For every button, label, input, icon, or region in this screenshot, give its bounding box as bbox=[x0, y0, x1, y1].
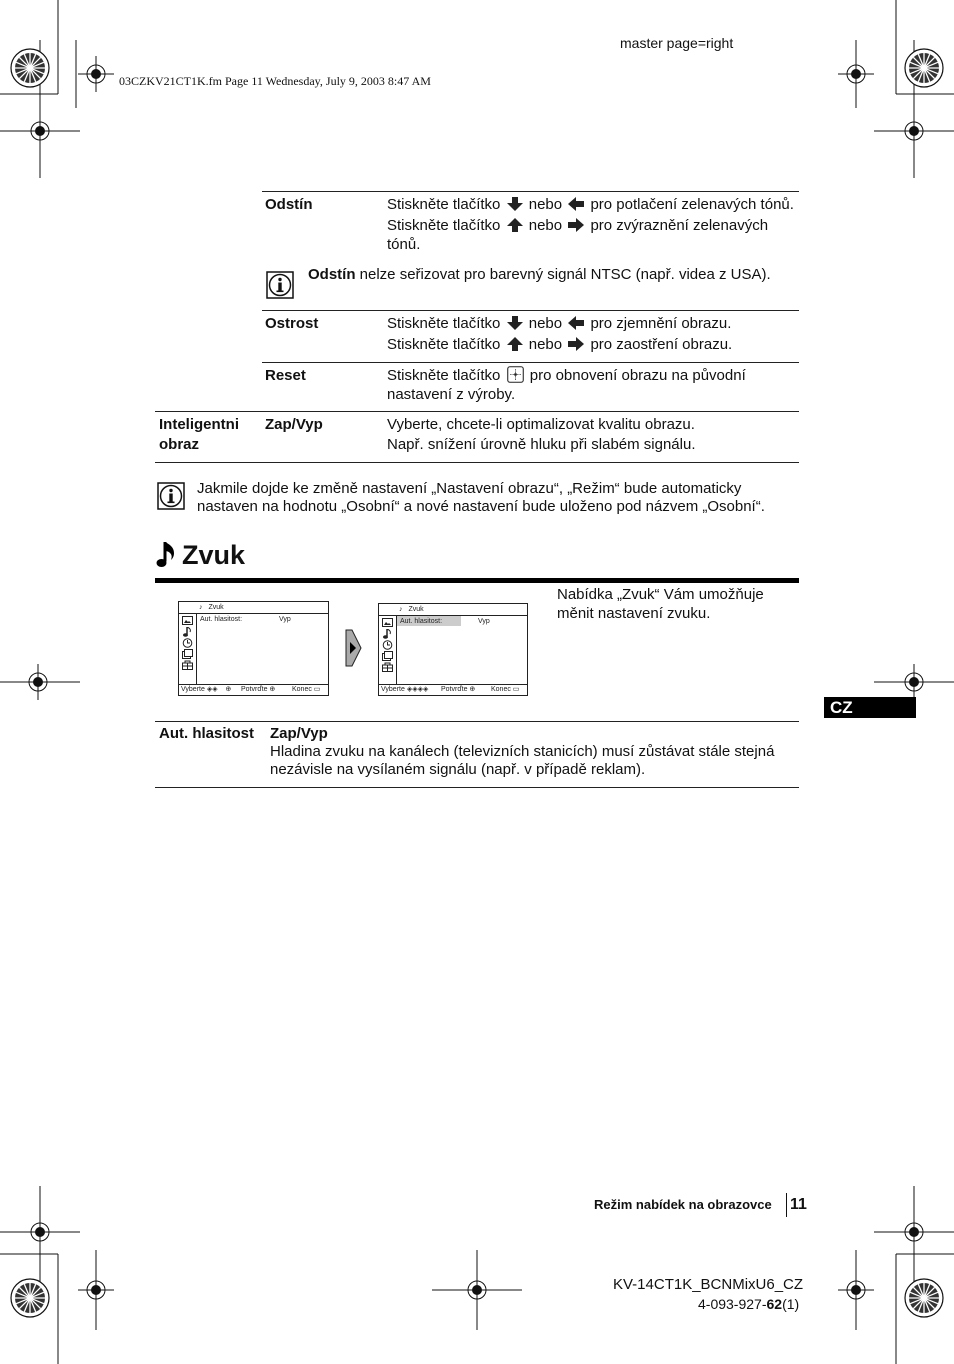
file-info: 03CZKV21CT1K.fm Page 11 Wednesday, July 9, 2003 8:47 AM bbox=[119, 74, 431, 88]
aut-hlasitost-option: Zap/Vyp bbox=[270, 725, 328, 742]
toolbox-menu-icon bbox=[182, 660, 193, 670]
menu-screen-1 bbox=[178, 601, 329, 696]
arrow-down-icon bbox=[507, 197, 523, 211]
row-label-ostrost: Ostrost bbox=[265, 315, 319, 332]
arrow-right-icon bbox=[568, 218, 584, 232]
odstin-line2: Stiskněte tlačítko nebo pro zvýraznění zelenavých bbox=[387, 217, 769, 234]
menu-foot-confirm: Potvrďte ⊕ bbox=[241, 686, 276, 693]
aut-hlasitost-line2: nezávisle na vysílaném signálu (např. v případě reklam). bbox=[270, 761, 646, 778]
sound-menu-icon bbox=[182, 627, 193, 637]
picture-menu-icon bbox=[382, 618, 393, 628]
menu-foot-exit: Konec ▭ bbox=[491, 686, 520, 693]
table-rule bbox=[262, 310, 799, 311]
music-note-icon bbox=[156, 540, 180, 570]
section-title: Zvuk bbox=[182, 540, 246, 570]
page-number: 11 bbox=[790, 1196, 807, 1213]
language-tab: CZ bbox=[824, 697, 916, 718]
intelligent-line1: Vyberte, chcete-li optimalizovat kvalitu obrazu. bbox=[387, 416, 695, 433]
next-step-arrow-icon bbox=[344, 629, 362, 667]
timer-menu-icon bbox=[382, 640, 393, 650]
table-rule bbox=[155, 462, 799, 463]
timer-menu-icon bbox=[182, 638, 193, 648]
ok-button-icon bbox=[507, 366, 524, 383]
table-rule bbox=[155, 787, 799, 788]
arrow-right-icon bbox=[568, 337, 584, 351]
row-label-reset: Reset bbox=[265, 367, 306, 384]
table-rule bbox=[262, 362, 799, 363]
row-label-odstin: Odstín bbox=[265, 196, 313, 213]
odstin-line1: Stiskněte tlačítko nebo pro potlačení zelenavých tónů. bbox=[387, 196, 794, 213]
menu-item-value: Vyp bbox=[478, 618, 490, 625]
odstin-line3: tónů. bbox=[387, 236, 421, 253]
menu-screen-2 bbox=[378, 603, 528, 696]
sound-menu-icon bbox=[382, 629, 393, 639]
note-line1: Jakmile dojde ke změně nastavení „Nastavení obrazu“, „Režim“ bude automaticky bbox=[197, 480, 742, 497]
intelligent-option: Zap/Vyp bbox=[265, 416, 323, 433]
ostrost-line1: Stiskněte tlačítko nebo pro zjemnění obrazu. bbox=[387, 315, 732, 332]
odstin-note: Odstín nelze seřizovat pro barevný signál NTSC (např. videa z USA). bbox=[308, 266, 771, 283]
note-line2: nastaven na hodnotu „Osobní“ a nové nastavení bude uloženo pod názvem „Osobní“. bbox=[197, 498, 765, 515]
row-label-intelligent: Inteligentni obraz bbox=[159, 416, 239, 453]
info-icon bbox=[266, 271, 294, 299]
arrow-up-icon bbox=[507, 218, 523, 232]
footer-section: Režim nabídek na obrazovce bbox=[594, 1197, 772, 1212]
picture-menu-icon bbox=[182, 616, 193, 626]
arrow-up-icon bbox=[507, 337, 523, 351]
footer-model: KV-14CT1K_BCNMixU6_CZ bbox=[613, 1276, 804, 1293]
table-rule bbox=[155, 411, 799, 412]
section-intro-line2: měnit nastavení zvuku. bbox=[557, 605, 711, 622]
ostrost-line2: Stiskněte tlačítko nebo pro zaostření obrazu. bbox=[387, 336, 733, 353]
row-label-aut-hlasitost: Aut. hlasitost bbox=[159, 725, 255, 742]
arrow-left-icon bbox=[568, 316, 584, 330]
master-page-label: master page=right bbox=[620, 35, 734, 51]
setup-menu-icon bbox=[382, 651, 393, 661]
menu-foot-select: Vyberte ◈◈ ⊕ bbox=[181, 686, 232, 693]
reset-line2: nastavení z výroby. bbox=[387, 386, 516, 403]
section-intro-line1: Nabídka „Zvuk“ Vám umožňuje bbox=[557, 586, 764, 603]
menu-title: ♪ Zvuk bbox=[399, 606, 424, 613]
section-rule bbox=[155, 578, 799, 583]
arrow-down-icon bbox=[507, 316, 523, 330]
reset-line1: Stiskněte tlačítko pro obnovení obrazu na původní bbox=[387, 367, 746, 384]
aut-hlasitost-line1: Hladina zvuku na kanálech (televizních stanicích) musí zůstávat stále stejná bbox=[270, 743, 775, 760]
menu-item-aut-hlasitost: Aut. hlasitost: bbox=[400, 618, 443, 625]
arrow-left-icon bbox=[568, 197, 584, 211]
footer-code: 4-093-927-62(1) bbox=[698, 1296, 800, 1312]
table-rule bbox=[262, 191, 799, 192]
menu-foot-select: Vyberte ◈◈◈◈ bbox=[381, 686, 429, 693]
menu-foot-exit: Konec ▭ bbox=[292, 686, 321, 693]
setup-menu-icon bbox=[182, 649, 193, 659]
menu-title: ♪ Zvuk bbox=[199, 604, 224, 611]
menu-item-value: Vyp bbox=[279, 616, 291, 623]
footer-divider bbox=[786, 1193, 787, 1217]
info-icon bbox=[157, 482, 185, 510]
toolbox-menu-icon bbox=[382, 662, 393, 672]
menu-item-aut-hlasitost: Aut. hlasitost: bbox=[200, 616, 243, 623]
table-rule bbox=[155, 721, 799, 722]
menu-foot-confirm: Potvrďte ⊕ bbox=[441, 686, 476, 693]
intelligent-line2: Např. snížení úrovně hluku při slabém signálu. bbox=[387, 436, 696, 453]
